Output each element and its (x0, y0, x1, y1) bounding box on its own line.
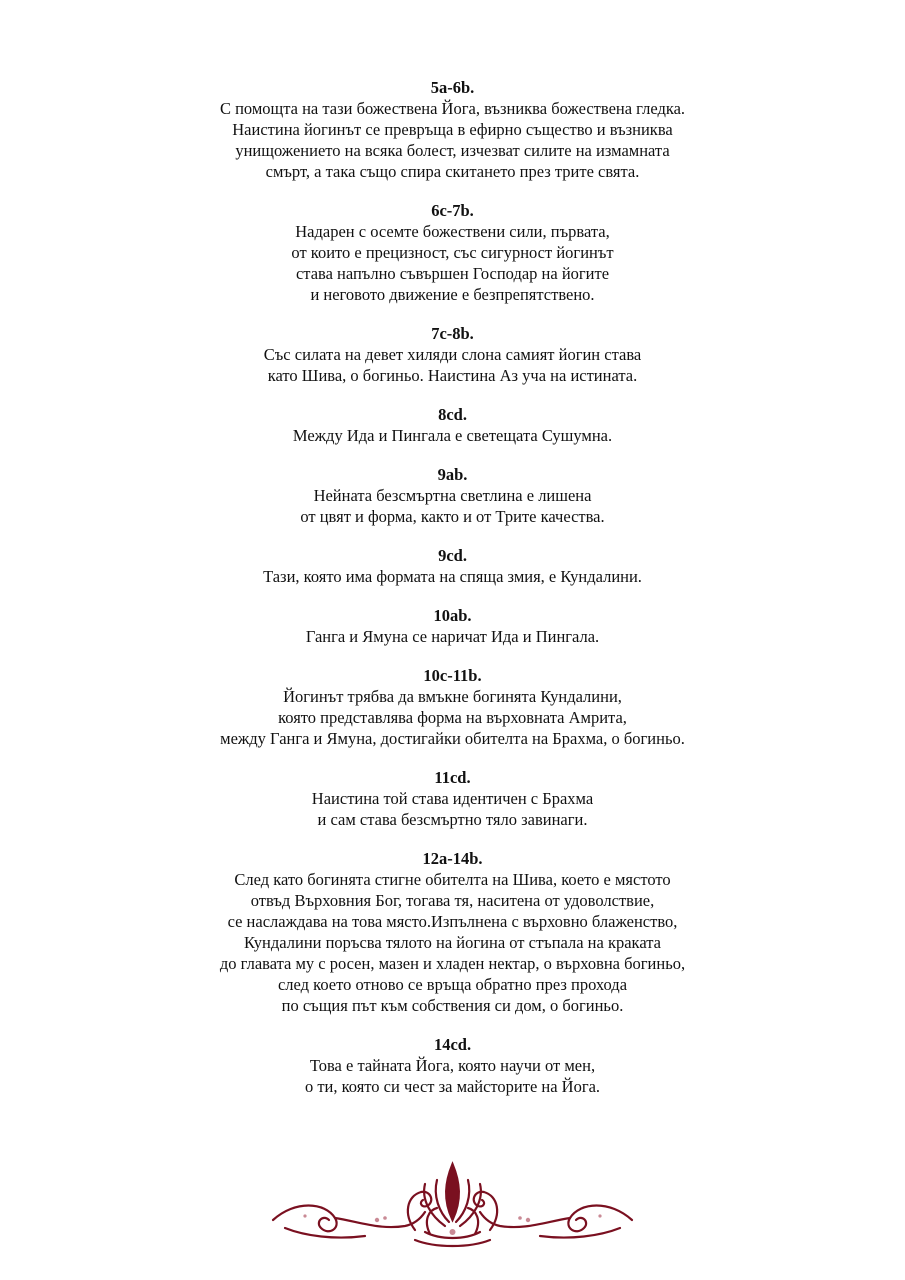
verse-block (0, 849, 905, 1016)
verse-block (0, 324, 905, 386)
verse-reference: 11cd. (434, 768, 471, 787)
verse-block (0, 201, 905, 305)
verse-line: Нейната безсмъртна светлина е лишена (313, 486, 592, 505)
floral-scroll-ornament-icon (265, 1160, 640, 1250)
verse-line: унищожението на всяка болест, изчезват силите на измамната (235, 141, 670, 160)
verse-reference: 9cd. (438, 546, 467, 565)
verse-line: Наистина йогинът се превръща в ефирно същество и възниква (232, 120, 673, 139)
verse-line: смърт, а така също спира скитането през трите свята. (265, 162, 640, 181)
verse-line: отвъд Върховния Бог, тогава тя, наситена от удоволствие, (250, 891, 655, 910)
verse-line: става напълно съвършен Господар на йогите (295, 264, 610, 283)
verse-line: След като богинята стигне обителта на Шива, което е мястото (234, 870, 671, 889)
verse-reference: 8cd. (438, 405, 467, 424)
verse-block (0, 546, 905, 587)
verse-line: Това е тайната Йога, която научи от мен, (309, 1056, 596, 1075)
document-page (0, 78, 905, 1116)
verse-reference: 14cd. (433, 1035, 472, 1054)
verse-line: Между Ида и Пингала е светещата Сушумна. (292, 426, 613, 445)
verse-line: Кундалини поръсва тялото на йогина от стъпала на краката (244, 933, 661, 952)
verse-line: Наистина той става идентичен с Брахма (311, 789, 594, 808)
verse-line: и неговото движение е безпрепятствено. (310, 285, 595, 304)
verse-reference: 6c-7b. (431, 201, 474, 220)
verse-reference: 10c-11b. (423, 666, 482, 685)
verse-reference: 12a-14b. (422, 849, 483, 868)
verse-line: по същия път към собствения си дом, о богиньо. (281, 996, 624, 1015)
verse-line: и сам става безсмъртно тяло завинаги. (317, 810, 588, 829)
verse-block (0, 465, 905, 527)
verse-block (0, 768, 905, 830)
verse-line: Ганга и Ямуна се наричат Ида и Пингала. (305, 627, 600, 646)
verse-block (0, 666, 905, 749)
verse-line: като Шива, о богиньо. Наистина Аз уча на истината. (267, 366, 638, 385)
verse-line: след което отново се връща обратно през прохода (277, 975, 628, 994)
verse-line: от които е прецизност, със сигурност йогинът (291, 243, 614, 262)
verse-line: Йогинът трябва да вмъкне богинята Кундалини, (283, 687, 622, 706)
verse-block (0, 405, 905, 446)
verse-line: до главата му с росен, мазен и хладен нектар, о върховна богиньо, (219, 954, 686, 973)
verse-reference: 7c-8b. (431, 324, 474, 343)
verse-reference: 10ab. (433, 606, 472, 625)
verse-line: от цвят и форма, както и от Трите качества. (300, 507, 605, 526)
verse-line: Надарен с осемте божествени сили, първата, (295, 222, 610, 241)
verse-line: се наслаждава на това място.Изпълнена с върховно блаженство, (227, 912, 678, 931)
verse-block (0, 78, 905, 182)
verse-line: о ти, която си чест за майсторите на Йога. (304, 1077, 601, 1096)
verse-line: С помощта на тази божествена Йога, възниква божествена гледка. (219, 99, 686, 118)
verse-block (0, 606, 905, 647)
verse-reference: 5a-6b. (430, 78, 475, 97)
verse-block (0, 1035, 905, 1097)
verse-line: Със силата на девет хиляди слона самият йогин става (263, 345, 642, 364)
verse-reference: 9ab. (437, 465, 468, 484)
verse-line: между Ганга и Ямуна, достигайки обителта на Брахма, о богиньо. (220, 729, 685, 748)
verse-line: Тази, която има формата на спяща змия, е Кундалини. (263, 567, 642, 586)
verse-line: която представлява форма на върховната Амрита, (278, 708, 627, 727)
